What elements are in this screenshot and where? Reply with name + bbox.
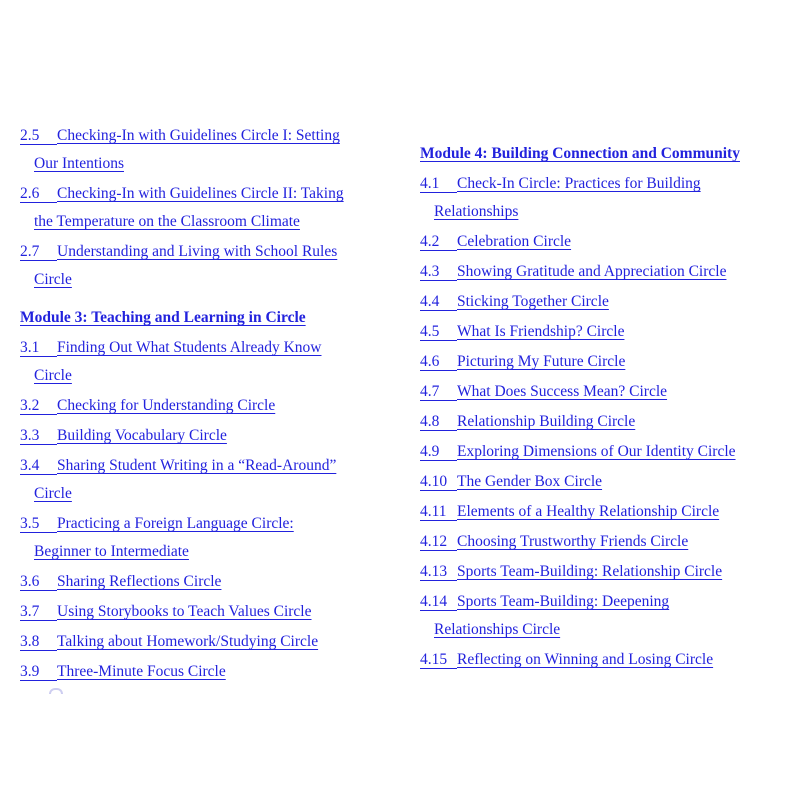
entry-number: 3.3 bbox=[20, 422, 57, 450]
entry-title-line: Checking for Understanding Circle bbox=[57, 397, 276, 414]
entry-number: 4.11 bbox=[420, 498, 457, 526]
toc-entry-link[interactable] bbox=[20, 598, 396, 626]
entry-title-line: What Does Success Mean? Circle bbox=[457, 383, 668, 400]
entry-title-line: Reflecting on Winning and Losing Circle bbox=[457, 651, 714, 668]
toc-entry-link[interactable] bbox=[20, 180, 396, 236]
toc-entry-link[interactable] bbox=[20, 510, 396, 566]
toc-entry-link[interactable] bbox=[420, 228, 784, 256]
toc-entry-link[interactable] bbox=[420, 438, 784, 466]
module-heading-link[interactable]: Module 4: Building Connection and Community bbox=[420, 145, 740, 162]
toc-entry-link[interactable] bbox=[420, 170, 784, 226]
entry-title-continuation: Beginner to Intermediate bbox=[34, 543, 189, 560]
entry-title-line: Understanding and Living with School Rules bbox=[57, 243, 338, 260]
entry-number: 2.7 bbox=[20, 238, 57, 266]
entry-title-line: Using Storybooks to Teach Values Circle bbox=[57, 603, 312, 620]
entry-title-line: Sharing Student Writing in a “Read-Around” bbox=[57, 457, 337, 474]
toc-entry-link[interactable] bbox=[20, 658, 396, 686]
entry-title-continuation: Circle bbox=[34, 485, 72, 502]
toc-entry-link[interactable] bbox=[20, 122, 396, 178]
entry-title-continuation: Relationships bbox=[434, 203, 519, 220]
toc-entry-link[interactable] bbox=[20, 238, 396, 294]
entry-number: 4.2 bbox=[420, 228, 457, 256]
entry-number: 4.12 bbox=[420, 528, 457, 556]
entry-number: 3.9 bbox=[20, 658, 57, 686]
entry-title-line: Check-In Circle: Practices for Building bbox=[457, 175, 701, 192]
toc-entry-link[interactable] bbox=[20, 422, 396, 450]
entry-number: 2.5 bbox=[20, 122, 57, 150]
entry-number: 3.5 bbox=[20, 510, 57, 538]
toc-entry-link[interactable] bbox=[420, 558, 784, 586]
module-heading-link[interactable]: Module 3: Teaching and Learning in Circle bbox=[20, 309, 306, 326]
entry-number: 4.13 bbox=[420, 558, 457, 586]
toc-entry-link[interactable] bbox=[20, 628, 396, 656]
entry-number: 3.6 bbox=[20, 568, 57, 596]
entry-title-line: Practicing a Foreign Language Circle: bbox=[57, 515, 294, 532]
entry-number: 4.9 bbox=[420, 438, 457, 466]
entry-number: 3.7 bbox=[20, 598, 57, 626]
toc-entry-link[interactable] bbox=[20, 334, 396, 390]
entry-number: 4.4 bbox=[420, 288, 457, 316]
entry-number: 4.1 bbox=[420, 170, 457, 198]
entry-title-line: Checking-In with Guidelines Circle II: Taking bbox=[57, 185, 344, 202]
toc-entry-link[interactable] bbox=[420, 468, 784, 496]
entry-number: 3.8 bbox=[20, 628, 57, 656]
entry-title-line: Picturing My Future Circle bbox=[457, 353, 626, 370]
entry-title-line: Celebration Circle bbox=[457, 233, 572, 250]
toc-entry-link[interactable] bbox=[20, 452, 396, 508]
entry-title-line: Building Vocabulary Circle bbox=[57, 427, 227, 444]
entry-title-line: What Is Friendship? Circle bbox=[457, 323, 625, 340]
entry-number: 4.3 bbox=[420, 258, 457, 286]
entry-title-line: Elements of a Healthy Relationship Circle bbox=[457, 503, 720, 520]
entry-number: 3.4 bbox=[20, 452, 57, 480]
toc-column-left bbox=[20, 122, 396, 800]
entry-number: 4.7 bbox=[420, 378, 457, 406]
entry-number: 4.6 bbox=[420, 348, 457, 376]
entry-title-line: Checking-In with Guidelines Circle I: Setting bbox=[57, 127, 340, 144]
entry-number: 2.6 bbox=[20, 180, 57, 208]
entry-number: 4.15 bbox=[420, 646, 457, 674]
toc-entry-link[interactable] bbox=[420, 318, 784, 346]
entry-number: 4.10 bbox=[420, 468, 457, 496]
entry-title-line: Sports Team-Building: Deepening bbox=[457, 593, 670, 610]
toc-entry-link[interactable] bbox=[420, 288, 784, 316]
toc-column-right bbox=[420, 122, 784, 800]
entry-title-line: Sharing Reflections Circle bbox=[57, 573, 222, 590]
entry-title-line: Three-Minute Focus Circle bbox=[57, 663, 226, 680]
entry-number: 4.5 bbox=[420, 318, 457, 346]
entry-title-line: Relationship Building Circle bbox=[457, 413, 636, 430]
entry-number: 4.14 bbox=[420, 588, 457, 616]
toc-entry-link[interactable] bbox=[420, 528, 784, 556]
entry-number: 3.1 bbox=[20, 334, 57, 362]
entry-title-line: Choosing Trustworthy Friends Circle bbox=[457, 533, 689, 550]
entry-title-continuation: Circle bbox=[34, 271, 72, 288]
toc-entry-link[interactable] bbox=[420, 408, 784, 436]
toc-entry-link[interactable] bbox=[420, 348, 784, 376]
toc-entry-link[interactable] bbox=[420, 498, 784, 526]
entry-title-continuation: Relationships Circle bbox=[434, 621, 561, 638]
entry-title-line: Showing Gratitude and Appreciation Circle bbox=[457, 263, 727, 280]
toc-entry-link[interactable] bbox=[420, 646, 784, 674]
entry-title-continuation: the Temperature on the Classroom Climate bbox=[34, 213, 300, 230]
toc-entry-link[interactable] bbox=[420, 258, 784, 286]
entry-title-line: The Gender Box Circle bbox=[457, 473, 603, 490]
entry-number: 4.8 bbox=[420, 408, 457, 436]
entry-title-continuation: Our Intentions bbox=[34, 155, 124, 172]
toc-entry-link[interactable] bbox=[420, 378, 784, 406]
entry-title-line: Talking about Homework/Studying Circle bbox=[57, 633, 319, 650]
entry-number: 3.2 bbox=[20, 392, 57, 420]
toc-entry-link[interactable] bbox=[20, 568, 396, 596]
entry-title-line: Sports Team-Building: Relationship Circle bbox=[457, 563, 723, 580]
entry-title-line: Exploring Dimensions of Our Identity Circle bbox=[457, 443, 736, 460]
toc-entry-link[interactable] bbox=[420, 588, 784, 644]
entry-title-continuation: Circle bbox=[34, 367, 72, 384]
toc-entry-link[interactable] bbox=[20, 392, 396, 420]
entry-title-line: Sticking Together Circle bbox=[457, 293, 609, 310]
entry-title-line: Finding Out What Students Already Know bbox=[57, 339, 322, 356]
clipped-next-line-fragment bbox=[49, 688, 63, 694]
